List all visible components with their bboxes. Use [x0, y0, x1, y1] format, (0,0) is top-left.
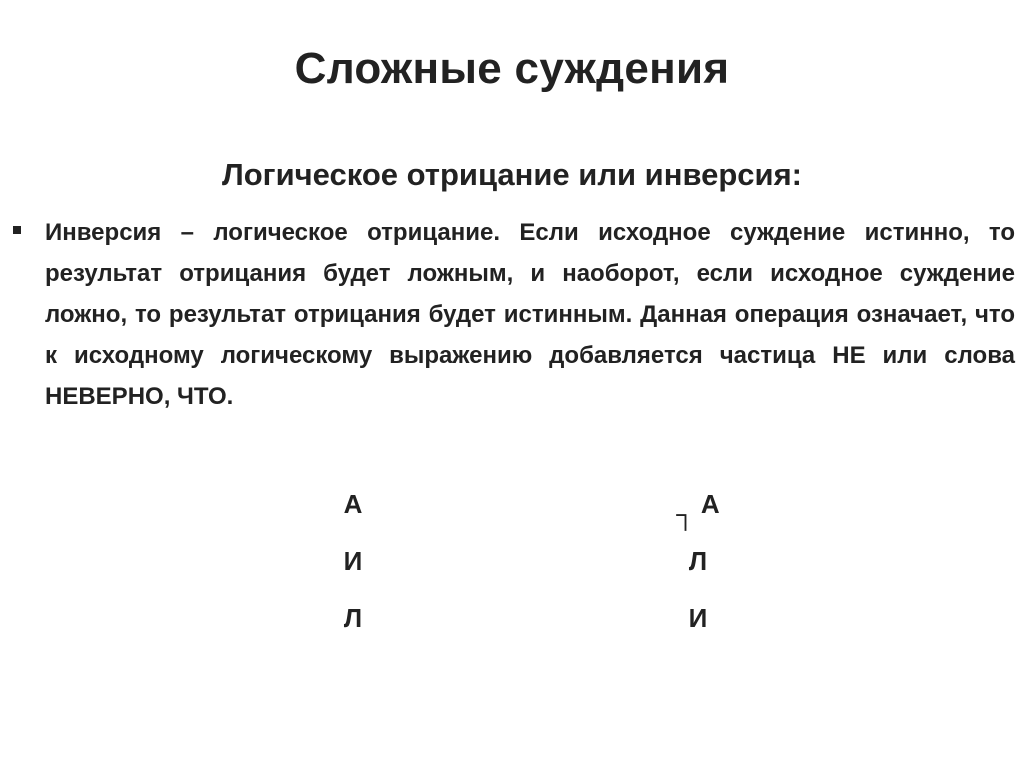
slide-title: Сложные суждения: [294, 44, 730, 93]
truth-table-header-a: А: [343, 489, 363, 519]
truth-table-header-not-a-label: А: [700, 489, 720, 519]
truth-table-cell: Л: [343, 603, 363, 633]
truth-table-cell: И: [343, 546, 363, 576]
slide-subtitle: Логическое отрицание или инверсия:: [221, 157, 802, 192]
truth-table-header-not-a: [653, 489, 743, 529]
truth-table-cell: Л: [688, 546, 708, 576]
bullet-square-icon: [13, 226, 21, 234]
truth-table-cell: И: [688, 603, 708, 633]
bullet-text: Инверсия – логическое отрицание. Если исходное суждение истинно, то результат отрицания будет ложным, и наоборот, если исходное суждение ложно, то результат отрицания будет истинным. Данная операция означает, что к исходному логическому выражению добавляется частица НЕ или слова НЕВЕРНО, ЧТО.: [45, 219, 1015, 410]
negation-symbol: ┐: [676, 499, 695, 529]
